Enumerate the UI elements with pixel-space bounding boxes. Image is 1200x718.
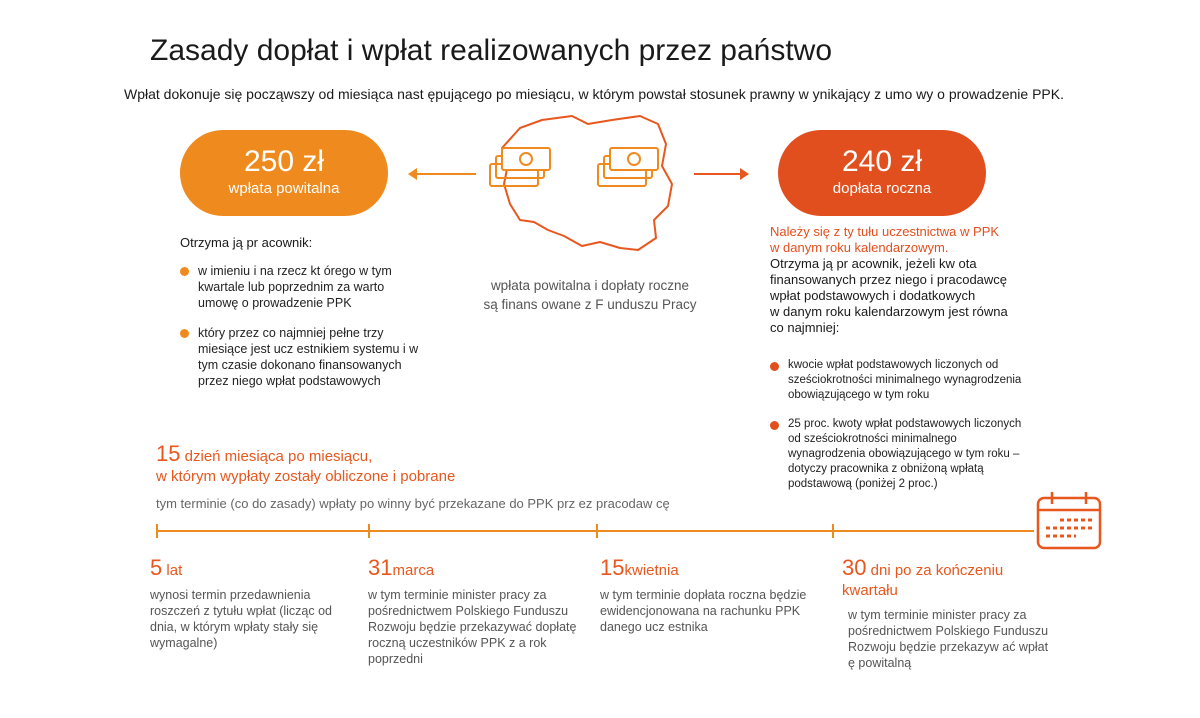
event-31-march: 31marca w tym terminie minister pracy za pośrednictwem Polskiego Funduszu Rozwoju będzie przekazywać dopłatę roczną uczestników PPK z a rok poprzedni	[368, 555, 577, 666]
cash-stack-icon	[490, 148, 658, 186]
arrow-left-line	[414, 173, 476, 175]
event-15-april: 15kwietnia w tym terminie dopłata roczna będzie ewidencjonowana na rachunku PPK danego ucz estnika	[600, 555, 807, 634]
annual-subsidy-amount: 240 zł	[841, 145, 923, 178]
event-5-years: 5 lat wynosi termin przedawnienia roszczeń z tytułu wpłat (licząc od dnia, w którym wpłaty stały się wymagalne)	[150, 555, 333, 650]
annual-eligibility-accent: Należy się z ty tułu uczestnictwa w PPK w danym roku kalendarzowym.	[770, 224, 1000, 255]
timeline-tick	[832, 524, 834, 538]
timeline-tick	[156, 524, 158, 538]
timeline-tick	[596, 524, 598, 538]
arrow-left-icon	[408, 168, 417, 180]
deadline-15-title: 15 dzień miesiąca po miesiącu, w którym wypłaty zostały obliczone i pobrane	[156, 441, 456, 485]
welcome-eligibility-heading: Otrzyma ją pr acownik:	[180, 235, 313, 250]
funding-note-line-2: są finans owane z F unduszu Pracy	[483, 297, 697, 312]
list-item: 25 proc. kwoty wpłat podstawowych liczonych od sześciokrotności minimalnego wynagrodzenia obowiązującego w tym roku – dotyczy pracownika z obniżoną wpłatą podstawową (poniżej 2 proc.)	[770, 417, 1030, 492]
bullet-dot-icon	[770, 421, 779, 430]
welcome-payment-pill	[180, 130, 388, 216]
bullet-dot-icon	[180, 329, 189, 338]
arrow-right-icon	[740, 168, 749, 180]
page-title: Zasady dopłat i wpłat realizowanych przez państwo	[150, 34, 833, 67]
bullet-dot-icon	[180, 267, 189, 276]
page-subtitle: Wpłat dokonuje się począwszy od miesiąca nast ępującego po miesiącu, w którym powstał stosunek prawny w ynikający z umo wy o prowadzenie PPK.	[124, 86, 1064, 102]
bullet-dot-icon	[770, 362, 779, 371]
timeline-tick	[368, 524, 370, 538]
list-item: w imieniu i na rzecz kt órego w tym kwartale lub poprzednim za warto umowę o prowadzenie PPK	[180, 263, 420, 311]
arrow-right-line	[694, 173, 740, 175]
deadline-15-desc: tym terminie (co do zasady) wpłaty po winny być przekazane do PPK prz ez pracodaw cę	[156, 496, 670, 511]
list-item: który przez co najmniej pełne trzy miesiące jest ucz estnikiem systemu i w tym czasie dokonano finansowanych przez niego wpłat podstawowych	[180, 325, 420, 389]
welcome-payment-label: wpłata powitalna	[228, 180, 340, 197]
calendar-icon	[1034, 490, 1104, 552]
annual-subsidy-label: dopłata roczna	[832, 180, 932, 197]
timeline-line	[156, 530, 1034, 532]
annual-eligibility-body: Otrzyma ją pr acownik, jeżeli kw ota finansowanych przez niego i pracodawcę wpłat podstawowych i dodatkowych w danym roku kalendarzowym jest równa co najmniej:	[770, 256, 1008, 335]
deadline-15-number: 15	[156, 441, 181, 466]
annual-eligibility-list	[770, 358, 1030, 506]
list-item: kwocie wpłat podstawowych liczonych od sześciokrotności minimalnego wynagrodzenia obowiązującego w tym roku	[770, 358, 1030, 403]
poland-map-icon	[480, 110, 690, 260]
welcome-payment-amount: 250 zł	[243, 145, 325, 178]
funding-note	[470, 276, 710, 314]
welcome-eligibility-list	[180, 263, 420, 403]
annual-subsidy-pill	[778, 130, 986, 216]
funding-note-line-1: wpłata powitalna i dopłaty roczne	[490, 278, 690, 293]
event-30-days: 30 dni po za kończeniu kwartału w tym terminie minister pracy za pośrednictwem Polskiego Funduszu Rozwoju będzie przekazyw ać wpłat ę powitalną	[842, 555, 1049, 670]
